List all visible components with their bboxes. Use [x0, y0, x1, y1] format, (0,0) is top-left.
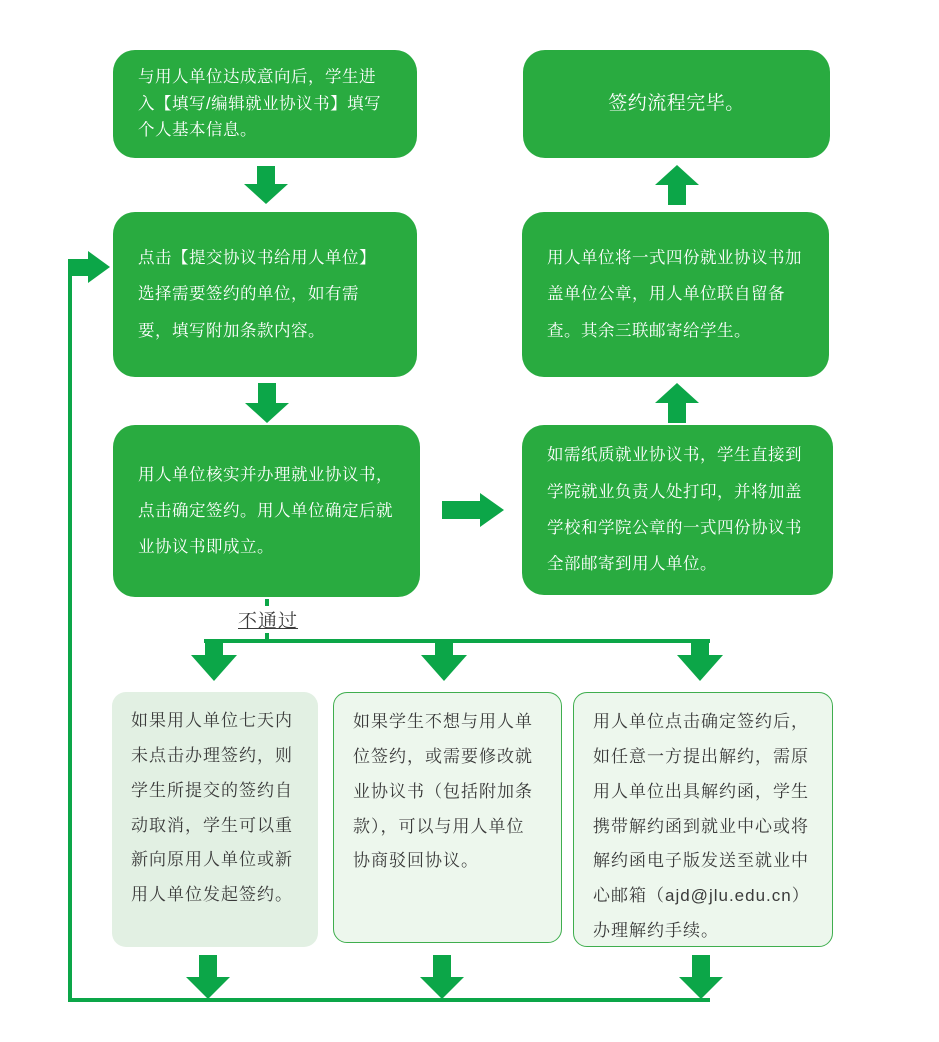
step-box-employer-stamp-mail — [522, 212, 829, 377]
outcome-box-student-reject — [333, 692, 562, 943]
feedback-line-left — [68, 263, 72, 1002]
outcome-text: 用人单位点击确定签约后，如任意一方提出解约，需原用人单位出具解约函，学生携带解约函到就业中心或将解约函电子版发送至就业中心邮箱（ajd@jlu.edu.cn）办理解约手续。 — [593, 712, 810, 941]
arrow-step2-to-step3-icon — [245, 383, 289, 423]
arrow-branch-to-outcome1-icon — [191, 642, 237, 681]
step-box-fill-agreement — [113, 50, 417, 158]
arrow-step1-to-step2-icon — [244, 166, 288, 204]
arrow-branch-to-outcome2-icon — [421, 642, 467, 681]
arrow-feedback-to-step2-icon — [68, 251, 110, 283]
arrow-step4-to-step5-icon — [655, 383, 699, 423]
step-box-process-complete — [523, 50, 830, 158]
branch-label-not-approved: 不通过 — [233, 606, 303, 633]
step-text: 如需纸质就业协议书，学生直接到学院就业负责人处打印，并将加盖学校和学院公章的一式四份协议书全部邮寄到用人单位。 — [547, 446, 802, 574]
step-box-submit-agreement — [113, 212, 417, 377]
arrow-outcome1-to-feedback-icon — [186, 955, 230, 999]
step-text: 用人单位核实并办理就业协议书，点击确定签约。用人单位确定后就业协议书即成立。 — [138, 465, 393, 557]
step-box-paper-agreement — [522, 425, 833, 595]
outcome-box-timeout-cancel — [112, 692, 318, 947]
step-text: 签约流程完毕。 — [608, 93, 745, 115]
arrow-outcome2-to-feedback-icon — [420, 955, 464, 999]
step-box-employer-confirm — [113, 425, 420, 597]
outcome-box-termination-procedure — [573, 692, 833, 947]
outcome-text: 如果用人单位七天内未点击办理签约，则学生所提交的签约自动取消，学生可以重新向原用人单位或新用人单位发起签约。 — [131, 711, 293, 905]
arrow-step5-to-step6-icon — [655, 165, 699, 205]
arrow-step3-to-step4-icon — [442, 493, 504, 527]
outcome-text: 如果学生不想与用人单位签约，或需要修改就业协议书（包括附加条款），可以与用人单位协商驳回协议。 — [353, 712, 533, 871]
feedback-line-bottom — [68, 998, 710, 1002]
step-text: 与用人单位达成意向后，学生进入【填写/编辑就业协议书】填写个人基本信息。 — [138, 68, 382, 140]
arrow-outcome3-to-feedback-icon — [679, 955, 723, 999]
arrow-branch-to-outcome3-icon — [677, 642, 723, 681]
step-text: 用人单位将一式四份就业协议书加盖单位公章，用人单位联自留备查。其余三联邮寄给学生。 — [547, 249, 802, 340]
step-text: 点击【提交协议书给用人单位】选择需要签约的单位，如有需要，填写附加条款内容。 — [138, 249, 376, 340]
